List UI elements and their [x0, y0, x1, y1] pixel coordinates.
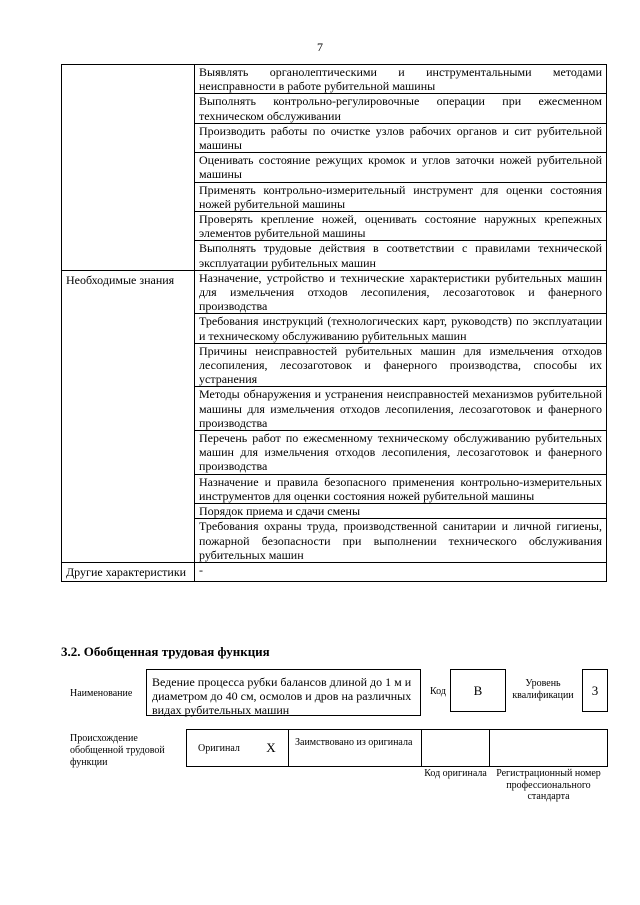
reg-number-cell	[489, 729, 608, 767]
code-original-caption: Код оригинала	[424, 768, 487, 779]
row-label	[62, 65, 195, 271]
original-label: Оригинал	[198, 743, 240, 754]
table-cell-item: -	[195, 562, 607, 581]
table-cell-item: Выполнять трудовые действия в соответствии с правилами технической эксплуатации рубительных машин	[195, 241, 607, 270]
table-cell-item: Причины неисправностей рубительных машин для измельчения отходов лесопиления, лесозаготовок и фанерного производства, способы их устранения	[195, 343, 607, 387]
table-cell-item: Требования инструкций (технологических карт, руководств) по эксплуатации и техническому обслуживанию рубительных машин	[195, 314, 607, 343]
table-cell-item: Порядок приема и сдачи смены	[195, 504, 607, 519]
origin-label: Происхождение обобщенной трудовой функции	[70, 733, 165, 768]
row-label: Другие характеристики	[62, 562, 195, 581]
code-value: В	[473, 683, 483, 698]
section-title: 3.2. Обобщенная трудовая функция	[61, 644, 270, 659]
original-mark: Х	[266, 740, 276, 755]
table-cell-item: Применять контрольно-измерительный инструмент для оценки состояния ножей рубительной машины	[195, 182, 607, 211]
table-cell-item: Выполнять контрольно-регулировочные операции при ежесменном техническом обслуживании	[195, 94, 607, 123]
table-cell-item: Перечень работ по ежесменному техническому обслуживанию рубительных машин для измельчения отходов лесопиления, лесозаготовок и фанерного производства	[195, 431, 607, 475]
name-label: Наименование	[70, 688, 133, 699]
row-label: Необходимые знания	[62, 270, 195, 562]
table-cell-item: Оценивать состояние режущих кромок и углов заточки ножей рубительной машины	[195, 153, 607, 182]
borrowed-label: Заимствовано из оригинала	[295, 737, 413, 748]
table-row	[62, 65, 607, 94]
table-cell-item: Производить работы по очистке узлов рабочих органов и сит рубительной машины	[195, 123, 607, 152]
code-original-cell	[421, 729, 490, 767]
table-cell-item: Проверять крепление ножей, оценивать состояние наружных крепежных элементов рубительной машины	[195, 212, 607, 241]
table-cell-item: Назначение и правила безопасного применения контрольно-измерительных инструментов для оценки состояния ножей рубительной машины	[195, 474, 607, 503]
code-label: Код	[430, 686, 446, 697]
table-cell-item: Назначение, устройство и технические характеристики рубительных машин для измельчения отходов лесопиления, лесозаготовок и фанерного производства	[195, 270, 607, 314]
reg-number-caption: Регистрационный номер профессионального стандарта	[496, 768, 601, 802]
table-cell-item: Выявлять органолептическими и инструментальными методами неисправности в работе рубительной машины	[195, 65, 607, 94]
table-cell-item: Требования охраны труда, производственной санитарии и личной гигиены, пожарной безопасности при выполнении технического обслуживания рубительных машин	[195, 519, 607, 563]
skills-knowledge-table	[61, 64, 607, 582]
table-row	[62, 562, 607, 581]
table-row	[62, 270, 607, 314]
table-cell-item: Методы обнаружения и устранения неисправностей механизмов рубительной машины для измельчения отходов лесопиления, лесозаготовок и фанерного производства	[195, 387, 607, 431]
level-label: Уровень квалификации	[512, 678, 574, 701]
name-value: Ведение процесса рубки балансов длиной до 1 м и диаметром до 40 см, осмолов и дров на различных видах рубительных машин	[152, 675, 412, 717]
page-number: 7	[317, 40, 323, 54]
level-value: 3	[591, 683, 599, 698]
